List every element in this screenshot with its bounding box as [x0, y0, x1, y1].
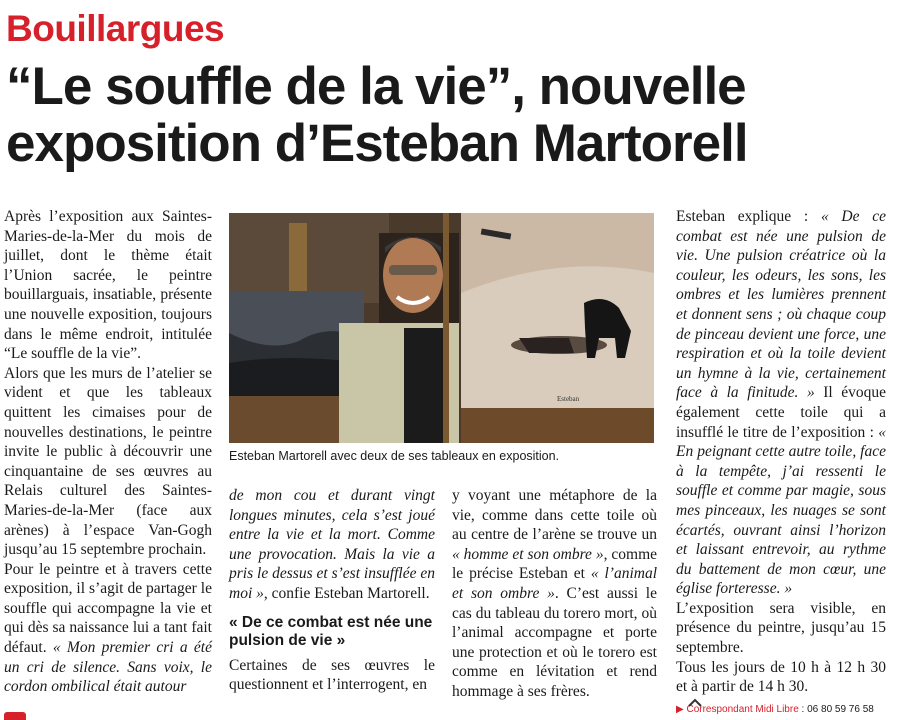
col4-paragraph-3: Tous les jours de 10 h à 12 h 30 et à partir de 14 h 30.: [676, 658, 886, 696]
article-headline: “Le souffle de la vie”, nouvelle exposition d’Esteban Martorell: [6, 57, 748, 173]
col4-text-1: Esteban explique :: [676, 208, 821, 225]
painting-signature: Esteban: [557, 395, 580, 403]
col4-quote-1: « De ce combat est née une pulsion de vie. Une pulsion créatrice où la couleur, les odeurs, les sons, les ombres et les lumières prennent et donnent sens ; où chaque coup de pinceau devient une force, une respiration et où la toile devient un hymne à la vie, certainement face à la finitude. »: [676, 208, 886, 402]
article-column-1: [4, 207, 212, 697]
credit-marker: ▶: [676, 703, 684, 715]
credit-name: Correspondant Midi Libre: [686, 703, 799, 715]
col4-paragraph-2: L’exposition sera visible, en présence du peintre, jusqu’au 15 septembre.: [676, 599, 886, 657]
col2-paragraph-2: Certaines de ses œuvres le questionnent et l’interrogent, en: [229, 656, 435, 694]
credit-phone: : 06 80 59 76 58: [798, 703, 874, 715]
col2-paragraph-1: [229, 486, 435, 604]
col2-attribution: , confie Esteban Martorell.: [263, 584, 430, 602]
article-column-2: [229, 486, 435, 695]
article-column-3: [452, 486, 657, 702]
article-subhead: « De ce combat est née une pulsion de vie »: [229, 613, 433, 649]
col1-paragraph-3: [4, 560, 212, 697]
article-column-4: [676, 207, 886, 717]
col3-text-3: . C’est aussi le cas du tableau du torero mort, où l’animal accompagne et porte une protection et où le torero est comme en lévitation et rend hommage à ses frères.: [452, 584, 657, 700]
col3-paragraph: [452, 486, 657, 702]
col4-quote-2: « En peignant cette autre toile, face à la tempête, j’ai ressenti le souffle et comme par magie, sous mes pinceaux, les nuages se sont écartés, ouvrant ainsi l’horizon et laissant entrevoir, au rythme du battement de mon cœur, une église forteresse. »: [676, 423, 886, 598]
section-kicker: Bouillargues: [6, 8, 225, 49]
col3-text-2: , comme le précise Esteban et: [452, 545, 658, 583]
col1-paragraph-2: Alors que les murs de l’atelier se vident et que les tableaux quittent les cimaises pour de nouvelles destinations, le peintre invite le public à découvrir une cinquantaine de ses œuvres au Relais culturel des Saintes-Maries-de-la-Mer (face aux arènes) à l’espace Van-Gogh jusqu’au 15 septembre prochain.: [4, 364, 212, 559]
photo-illustration: [229, 213, 654, 443]
article-photo: [229, 213, 654, 443]
col3-text-1: y voyant une métaphore de la vie, comme dans cette toile où au centre de l’arène se trouve un: [452, 487, 657, 544]
col3-quote-1: « homme et son ombre »: [452, 545, 604, 563]
col1-quote: « Mon premier cri a été un cri de silence. Sans voix, le cordon ombilical était autour: [4, 639, 212, 696]
col1-paragraph-1: Après l’exposition aux Saintes-Maries-de-la-Mer du mois de juillet, dont le thème était l’Union sacrée, le peintre bouillarguais, insatiable, présente une nouvelle exposition, toujours dans le même endroit, intitulée “Le souffle de la vie”.: [4, 208, 212, 363]
col4-text-2: Il évoque également cette toile qui a insufflé le titre de l’exposition :: [676, 384, 886, 441]
col4-paragraph-1: [676, 207, 886, 599]
col1-p3-text: Pour le peintre et à travers cette exposition, il s’agit de partager le souffle qui accompagne la vie et qui dès sa naissance lui a tant fait défaut.: [4, 560, 212, 657]
col3-quote-2: « l’animal et son ombre »: [452, 565, 657, 602]
col2-quote: de mon cou et durant vingt longues minutes, cela s’est joué entre la vie et la mort. Comme une provocation. Mais la vie a pris le dessus et s’est insufflée en moi »: [229, 487, 435, 602]
chevron-up-icon[interactable]: [685, 692, 705, 712]
correspondent-credit: [676, 703, 886, 717]
photo-caption: Esteban Martorell avec deux de ses tableaux en exposition.: [229, 449, 560, 463]
next-article-kicker-fragment: [4, 712, 26, 720]
